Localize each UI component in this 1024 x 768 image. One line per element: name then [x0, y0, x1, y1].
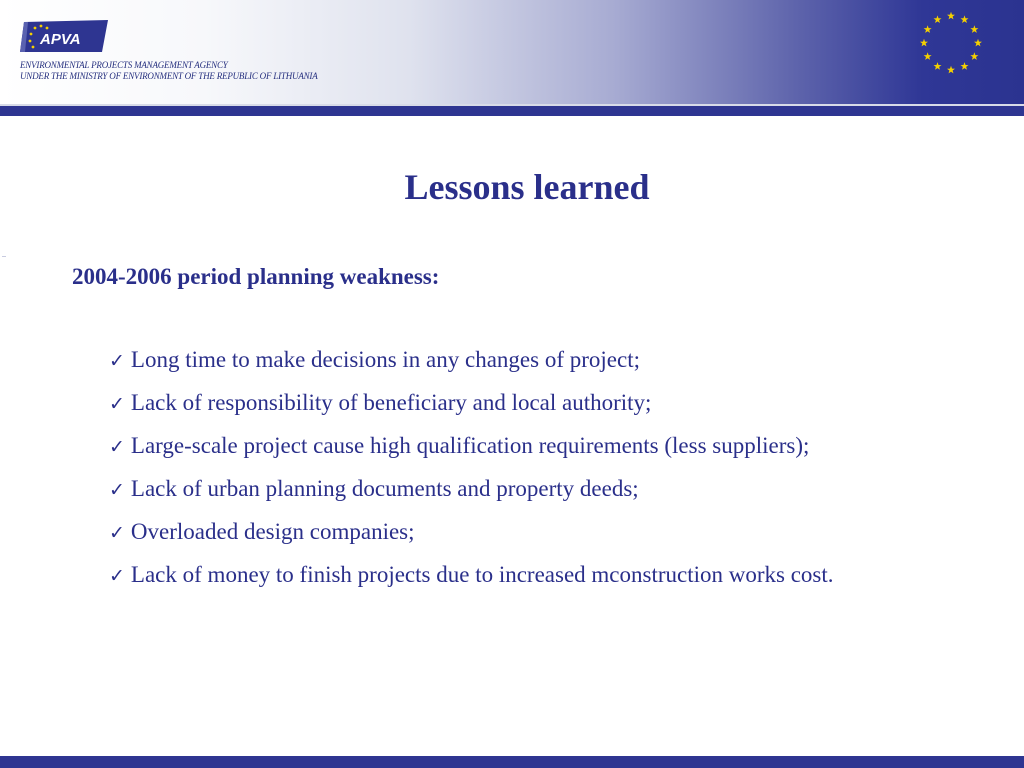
list-item — [109, 429, 962, 464]
star-icon — [947, 66, 955, 74]
star-icon — [934, 15, 942, 23]
list-item — [109, 386, 962, 421]
slide-subtitle: 2004-2006 period planning weakness: — [72, 264, 440, 289]
star-icon — [947, 12, 955, 20]
footer-bar — [0, 756, 1024, 768]
checkmark-icon: ✓ — [109, 393, 125, 415]
apva-logo-icon — [18, 18, 112, 54]
agency-line-1: ENVIRONMENTAL PROJECTS MANAGEMENT AGENCY — [20, 60, 228, 70]
list-item — [109, 515, 962, 550]
checkmark-icon: ✓ — [109, 350, 125, 372]
agency-line-2: UNDER THE MINISTRY OF ENVIRONMENT OF THE REPUBLIC OF LITHUANIA — [20, 71, 318, 81]
star-icon — [974, 39, 982, 47]
list-item — [109, 558, 962, 593]
star-icon — [924, 25, 932, 33]
star-icon — [920, 39, 928, 47]
bullet-list — [109, 343, 962, 601]
star-icon — [961, 62, 969, 70]
star-icon — [924, 52, 932, 60]
list-item — [109, 343, 962, 378]
star-icon — [970, 25, 978, 33]
list-item-text: Long time to make decisions in any changes of project; — [130, 347, 640, 372]
checkmark-icon: ✓ — [109, 522, 125, 544]
list-item-text: Large-scale project cause high qualification requirements (less suppliers); — [130, 433, 810, 458]
header-divider — [0, 104, 1024, 116]
star-icon — [970, 52, 978, 60]
list-item-text: Lack of money to finish projects due to increased mconstruction works cost. — [130, 562, 834, 587]
list-item-text: Lack of responsibility of beneficiary and local authority; — [130, 390, 652, 415]
star-icon — [961, 15, 969, 23]
decorative-mark — [2, 256, 6, 257]
slide-header — [0, 0, 1024, 104]
slide-title: Lessons learned — [404, 167, 650, 207]
checkmark-icon: ✓ — [109, 479, 125, 501]
star-icon — [934, 62, 942, 70]
svg-text:APVA: APVA — [40, 31, 81, 48]
list-item — [109, 472, 962, 507]
list-item-text: Lack of urban planning documents and property deeds; — [130, 476, 639, 501]
eu-stars-icon — [914, 10, 988, 76]
checkmark-icon: ✓ — [109, 436, 125, 458]
list-item-text: Overloaded design companies; — [130, 519, 415, 544]
checkmark-icon: ✓ — [109, 565, 125, 587]
agency-name — [20, 60, 318, 82]
